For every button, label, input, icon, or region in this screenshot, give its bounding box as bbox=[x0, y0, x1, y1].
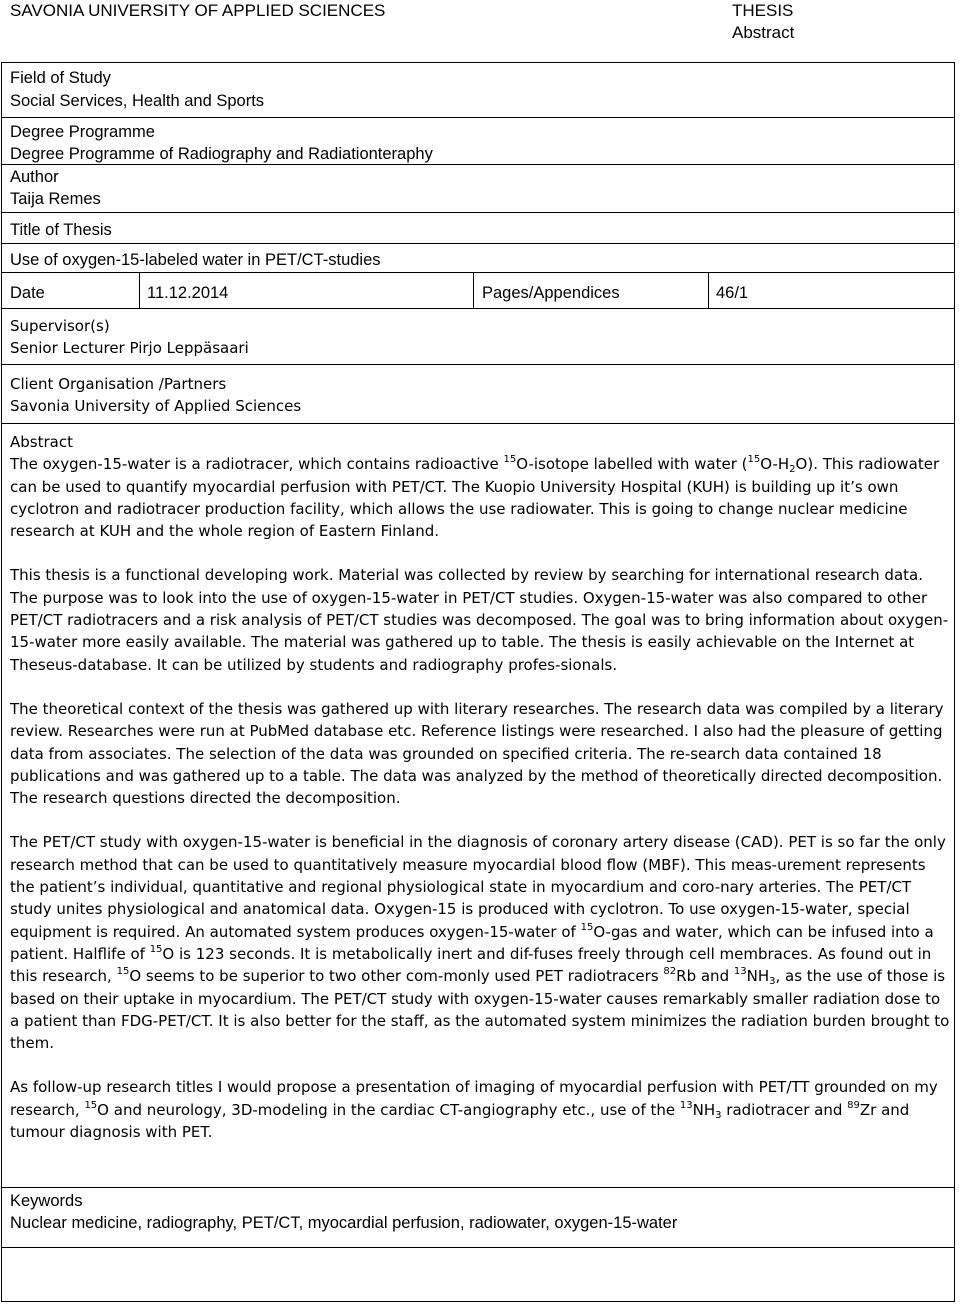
doc-subtype-label: Abstract bbox=[732, 23, 795, 42]
abstract-paragraph-4: The PET/CT study with oxygen-15-water is beneficial in the diagnosis of coronary artery disease (CAD). PET is so far the only research method that can be used to quantitatively measure myocardial blood flow (MBF). This meas-urement represents the patient’s individual, quantitative and regional physiological state in myocardium and coro-nary arteries. The PET/CT study unites physiological and anatomical data. Oxygen-15 is produced with cyclotron. To use oxygen-15-water, special equipment is required. An automated system produces oxygen-15-water of $^{15}$O-gas and water, which can be infused into a patient. Halflife of $^{15}$O is 123 seconds. It is metabolically inert and dif-fuses freely through cell membraces. As found out in this research, $^{15}$O seems to be superior to two other com-monly used PET radiotracers $^{82}$Rb and $^{13}NH_3$, as the use of those is based on their uptake in myocardium. The PET/CT study with oxygen-15-water causes remarkably smaller radiation dose to a patient than FDG-PET/CT. It is also better for the staff, as the automated system minimizes the radiation burden brought to them. bbox=[10, 833, 950, 1053]
divider bbox=[139, 272, 140, 308]
abstract-paragraph-3: The theoretical context of the thesis was gathered up with literary researches. The research data was compiled by a literary review. Researches were run at PubMed database etc. Reference listings were researched. I also had the pleasure of getting data from associates. The selection of the data was grounded on specified criteria. The re-search data contained 18 publications and was gathered up to a table. The data was analyzed by the method of theoretically directed decomposition. The research questions directed the decomposition. bbox=[10, 699, 944, 808]
degree-programme-label: Degree Programme bbox=[10, 123, 155, 141]
abstract-paragraph-2: This thesis is a functional developing work. Material was collected by review by searching for international research data. The purpose was to look into the use of oxygen-15-water in PET/CT studies. Oxygen-15-water was also compared to other PET/CT radiotracers and a risk analysis of PET/CT studies was decomposed. The goal was to bring information about oxygen-15-water more easily available. The material was gathered up to table. The thesis is easily achievable on the Internet at Theseus-database. It can be utilized by students and radiography profes-sionals. bbox=[10, 566, 949, 674]
divider bbox=[708, 272, 709, 308]
pages-value: 46/1 bbox=[716, 284, 749, 302]
abstract-paragraph-1: The oxygen-15-water is a radiotracer, which contains radioactive $^{15}$O-isotope labelled with water $(^{15}O-H_2O)$. This radiowater can be used to quantify myocardial perfusion with PET/CT. The Kuopio University Hospital (KUH) is building up it’s own cyclotron and radiotracer production facility, which allows the use radiowater. This is going to change nuclear medicine research at KUH and the whole region of Eastern Finland. bbox=[10, 454, 940, 541]
page-header bbox=[0, 0, 960, 60]
author-label: Author bbox=[10, 168, 59, 186]
date-value: 11.12.2014 bbox=[147, 284, 229, 302]
divider bbox=[2, 423, 954, 424]
university-name: SAVONIA UNIVERSITY OF APPLIED SCIENCES bbox=[10, 1, 386, 20]
abstract-label: Abstract bbox=[10, 433, 73, 451]
thesis-title-label: Title of Thesis bbox=[10, 221, 112, 239]
divider bbox=[2, 1247, 954, 1248]
divider bbox=[473, 272, 474, 308]
divider bbox=[2, 243, 954, 244]
field-of-study-label: Field of Study bbox=[10, 69, 111, 87]
client-value: Savonia University of Applied Sciences bbox=[10, 397, 302, 415]
divider bbox=[2, 117, 954, 118]
divider bbox=[2, 364, 954, 365]
pages-label: Pages/Appendices bbox=[482, 284, 620, 302]
keywords-label: Keywords bbox=[10, 1192, 83, 1210]
abstract-section bbox=[10, 431, 950, 1165]
abstract-paragraph-5: As follow-up research titles I would propose a presentation of imaging of myocardial perfusion with PET/TT grounded on my research, $^{15}$O and neurology, 3D-modeling in the cardiac CT-angiography etc., use of the $^{13}NH_3$ radiotracer and $^{89}$Zr and tumour diagnosis with PET. bbox=[10, 1078, 938, 1142]
supervisor-label: Supervisor(s) bbox=[10, 317, 110, 335]
divider bbox=[2, 308, 954, 309]
field-of-study-value: Social Services, Health and Sports bbox=[10, 92, 265, 110]
thesis-title-value: Use of oxygen-15-labeled water in PET/CT-studies bbox=[10, 251, 381, 269]
divider bbox=[2, 212, 954, 213]
document-type bbox=[732, 0, 794, 44]
divider bbox=[2, 164, 954, 165]
degree-programme-value: Degree Programme of Radiography and Radiationteraphy bbox=[10, 145, 433, 163]
abstract-form bbox=[1, 62, 955, 1302]
date-label: Date bbox=[10, 284, 45, 302]
client-label: Client Organisation /Partners bbox=[10, 375, 227, 393]
author-value: Taija Remes bbox=[10, 190, 101, 208]
divider bbox=[2, 1187, 954, 1188]
keywords-value: Nuclear medicine, radiography, PET/CT, myocardial perfusion, radiowater, oxygen-15-water bbox=[10, 1214, 678, 1232]
supervisor-value: Senior Lecturer Pirjo Leppäsaari bbox=[10, 339, 249, 357]
doc-type-label: THESIS bbox=[732, 1, 794, 20]
divider bbox=[2, 272, 954, 273]
